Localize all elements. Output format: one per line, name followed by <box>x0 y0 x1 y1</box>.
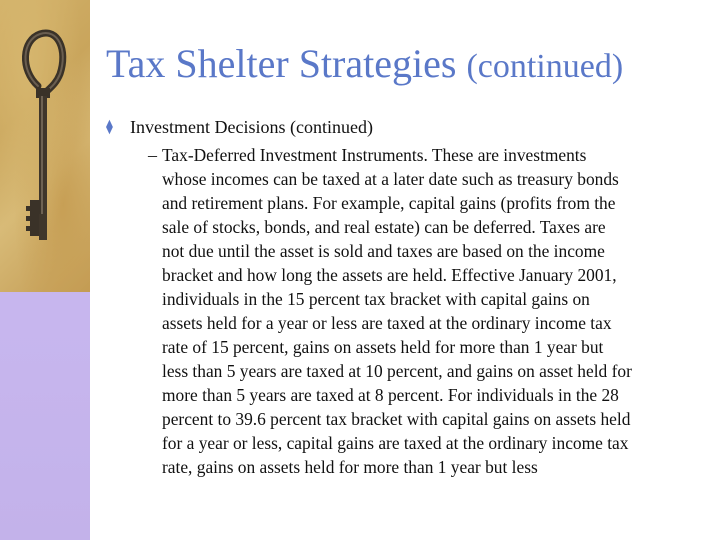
paragraph-line: individuals in the 15 percent tax bracket with capital gains on <box>162 289 590 309</box>
paragraph-line: sale of stocks, bonds, and real estate) can be deferred. Taxes are <box>162 217 606 237</box>
paragraph-line: rate, gains on assets held for more than 1 year but less <box>162 457 538 477</box>
sub-bullet-dash: – <box>148 145 157 165</box>
paragraph-line: percent to 39.6 percent tax bracket with capital gains on assets held <box>162 409 631 429</box>
paragraph-line: rate of 15 percent, gains on assets held for more than 1 year but <box>162 337 604 357</box>
paragraph-line: whose incomes can be taxed at a later date such as treasury bonds <box>162 169 619 189</box>
paragraph-line: and retirement plans. For example, capital gains (profits from the <box>162 193 616 213</box>
paragraph-line: bracket and how long the assets are held. Effective January 2001, <box>162 265 617 285</box>
title-continued: (continued) <box>466 48 624 85</box>
sub-bullet-paragraph <box>162 143 710 479</box>
antique-key-icon <box>0 0 90 292</box>
paragraph-line: not due until the asset is sold and taxes are based on the income <box>162 241 605 261</box>
slide-title <box>106 42 623 86</box>
paragraph-line: less than 5 years are taxed at 10 percent, and gains on asset held for <box>162 361 632 381</box>
paragraph-line: Tax-Deferred Investment Instruments. These are investments <box>162 145 587 165</box>
diamond-bullet-icon: ⧫ <box>106 120 113 135</box>
paragraph-line: more than 5 years are taxed at 8 percent. For individuals in the 28 <box>162 385 619 405</box>
paragraph-line: for a year or less, capital gains are taxed at the ordinary income tax <box>162 433 629 453</box>
title-main: Tax Shelter Strategies <box>106 41 457 86</box>
bullet-text: Investment Decisions (continued) <box>130 117 373 137</box>
paragraph-line: assets held for a year or less are taxed at the ordinary income tax <box>162 313 612 333</box>
